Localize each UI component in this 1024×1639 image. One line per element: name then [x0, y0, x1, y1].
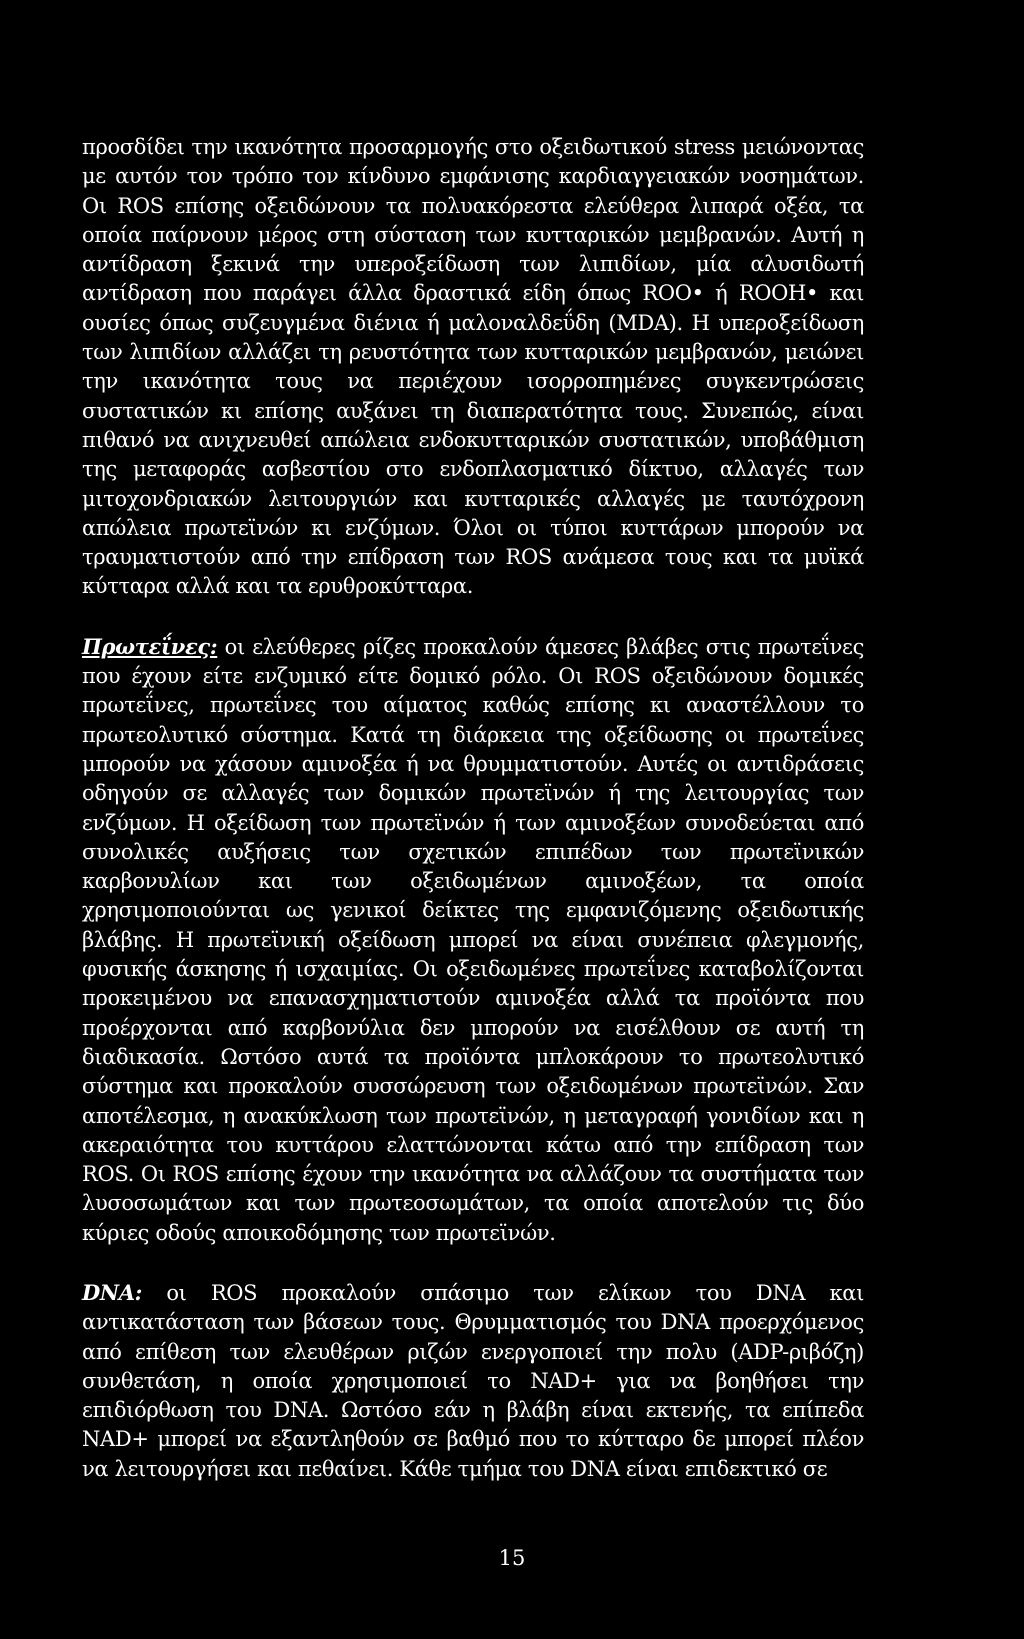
paragraph-text: προσδίδει την ικανότητα προσαρμογής στο οξειδωτικού stress μειώνοντας με αυτόν τον τρόπο τον κίνδυνο εμφάνισης καρδιαγγειακών νοσημάτων. Οι ROS επίσης οξειδώνουν τα πολυακόρεστα ελεύθερα λιπαρά οξέα, τα οποία παίρνουν μέρος στη σύσταση των κυτταρικών μεμβρανών. Αυτή η αντίδραση ξεκινά την υπεροξείδωση των λιπιδίων, μία αλυσιδωτή αντίδραση που παράγει άλλα δραστικά είδη όπως ROO• ή ROOH• και ουσίες όπως συζευγμένα διένια ή μαλοναλδεΰδη (MDA). Η υπεροξείδωση των λιπιδίων αλλάζει τη ρευστότητα των κυτταρικών μεμβρανών, μειώνει την ικανότητα τους να περιέχουν ισορροπημένες συγκεντρώσεις συστατικών κι επίσης αυξάνει τη διαπερατότητα τους. Συνεπώς, είναι πιθανό να ανιχνευθεί απώλεια ενδοκυτταρικών συστατικών, υποβάθμιση της μεταφοράς ασβεστίου στο ενδοπλασματικό δίκτυο, αλλαγές των μιτοχονδριακών λειτουργιών και κυτταρικές αλλαγές με ταυτόχρονη απώλεια πρωτεϊνών κι ενζύμων. Όλοι οι τύποι κυττάρων μπορούν να τραυματιστούν από την επίδραση των ROS ανάμεσα τους και τα μυϊκά κύτταρα αλλά και τα ερυθροκύτταρα. [82, 135, 864, 599]
paragraph-text: οι ελεύθερες ρίζες προκαλούν άμεσες βλάβες στις πρωτεΐνες που έχουν είτε ενζυμικό είτε δομικό ρόλο. Οι ROS οξειδώνουν δομικές πρωτεΐνες, πρωτεΐνες του αίματος καθώς επίσης κι αναστέλλουν το πρωτεολυτικό σύστημα. Κατά τη διάρκεια της οξείδωσης οι πρωτεΐνες μπορούν να χάσουν αμινοξέα ή να θρυμματιστούν. Αυτές οι αντιδράσεις οδηγούν σε αλλαγές των δομικών πρωτεϊνών ή της λειτουργίας των ενζύμων. Η οξείδωση των πρωτεϊνών ή των αμινοξέων συνοδεύεται από συνολικές αυξήσεις των σχετικών επιπέδων των πρωτεϊνικών καρβονυλίων και των οξειδωμένων αμινοξέων, τα οποία χρησιμοποιούνται ως γενικοί δείκτες της εμφανιζόμενης οξειδωτικής βλάβης. Η πρωτεϊνική οξείδωση μπορεί να είναι συνέπεια φλεγμονής, φυσικής άσκησης ή ισχαιμίας. Οι οξειδωμένες πρωτεΐνες καταβολίζονται προκειμένου να επανασχηματιστούν αμινοξέα αλλά τα προϊόντα που προέρχονται από καρβονύλια δεν μπορούν να εισέλθουν σε αυτή τη διαδικασία. Ωστόσο αυτά τα προϊόντα μπλοκάρουν το πρωτεολυτικό σύστημα και προκαλούν συσσώρευση των οξειδωμένων πρωτεϊνών. Σαν αποτέλεσμα, η ανακύκλωση των πρωτεϊνών, η μεταγραφή γονιδίων και η ακεραιότητα του κυττάρου ελαττώνονται κάτω από την επίδραση των ROS. Οι ROS επίσης έχουν την ικανότητα να αλλάζουν τα συστήματα των λυσοσωμάτων και των πρωτεοσωμάτων, τα οποία αποτελούν τις δύο κύριες οδούς αποικοδόμησης των πρωτεϊνών. [82, 634, 864, 1245]
proteins-heading: Πρωτεΐνες: [82, 633, 218, 659]
paragraph-text: οι ROS προκαλούν σπάσιμο των ελίκων του DNA και αντικατάσταση των βάσεων τους. Θρυμματισμός του DNA προερχόμενος από επίθεση των ελευθέρων ριζών ενεργοποιεί την πολυ (ADP-ριβόζη) συνθετάση, η οποία χρησιμοποιεί το NAD+ για να βοηθήσει την επιδιόρθωση του DNA. Ωστόσο εάν η βλάβη είναι εκτενής, τα επίπεδα NAD+ μπορεί να εξαντληθούν σε βαθμό που το κύτταρο δε μπορεί πλέον να λειτουργήσει και πεθαίνει. Κάθε τμήμα του DNA είναι επιδεκτικό σε [82, 1280, 864, 1481]
paragraph-dna [82, 1278, 864, 1484]
page-number: 15 [498, 1546, 526, 1570]
dna-heading: DNA: [82, 1279, 143, 1305]
paragraph-proteins [82, 632, 864, 1248]
paragraph-lipid-peroxidation [82, 133, 864, 602]
page-body [82, 133, 864, 1484]
